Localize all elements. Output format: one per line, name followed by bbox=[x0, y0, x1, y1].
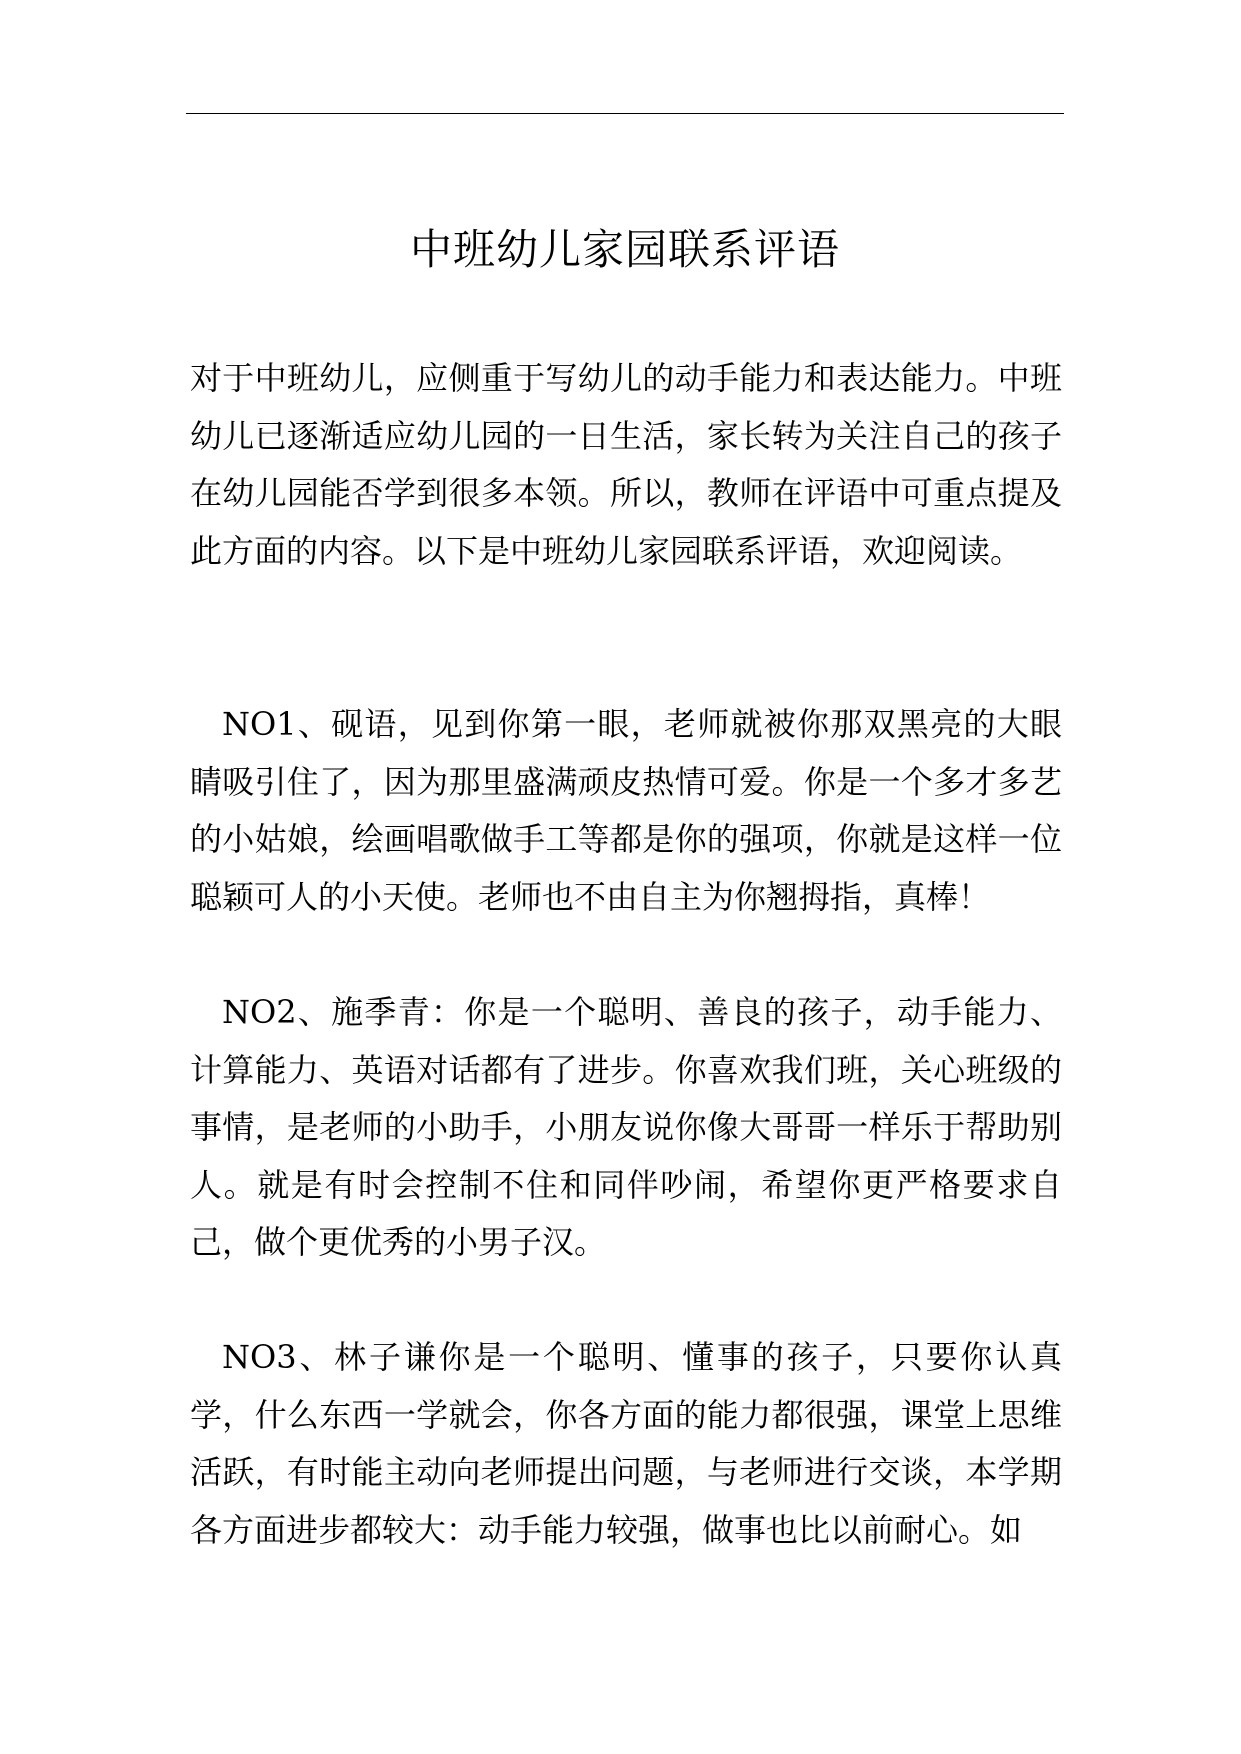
header-rule bbox=[186, 113, 1064, 114]
comment-paragraph-no1: NO1、砚语，见到你第一眼，老师就被你那双黑亮的大眼睛吸引住了，因为那里盛满顽皮热情可爱。你是一个多才多艺的小姑娘，绘画唱歌做手工等都是你的强项，你就是这样一位聪颖可人的小天使。老师也不由自主为你翘拇指，真棒！ bbox=[190, 705, 1062, 916]
document-title: 中班幼儿家园联系评语 bbox=[409, 225, 840, 274]
intro-paragraph: 对于中班幼儿，应侧重于写幼儿的动手能力和表达能力。中班幼儿已逐渐适应幼儿园的一日生活，家长转为关注自己的孩子在幼儿园能否学到很多本领。所以，教师在评语中可重点提及此方面的内容。以下是中班幼儿家园联系评语，欢迎阅读。 bbox=[190, 359, 1062, 570]
comment-paragraph-no2: NO2、施季青：你是一个聪明、善良的孩子，动手能力、计算能力、英语对话都有了进步。你喜欢我们班，关心班级的事情，是老师的小助手，小朋友说你像大哥哥一样乐于帮助别人。就是有时会控制不住和同伴吵闹，希望你更严格要求自己，做个更优秀的小男子汉。 bbox=[190, 993, 1062, 1261]
comment-paragraph-no3: NO3、林子谦你是一个聪明、懂事的孩子，只要你认真学，什么东西一学就会，你各方面的能力都很强，课堂上思维活跃，有时能主动向老师提出问题，与老师进行交谈，本学期各方面进步都较大：动手能力较强，做事也比以前耐心。如 bbox=[190, 1338, 1062, 1549]
